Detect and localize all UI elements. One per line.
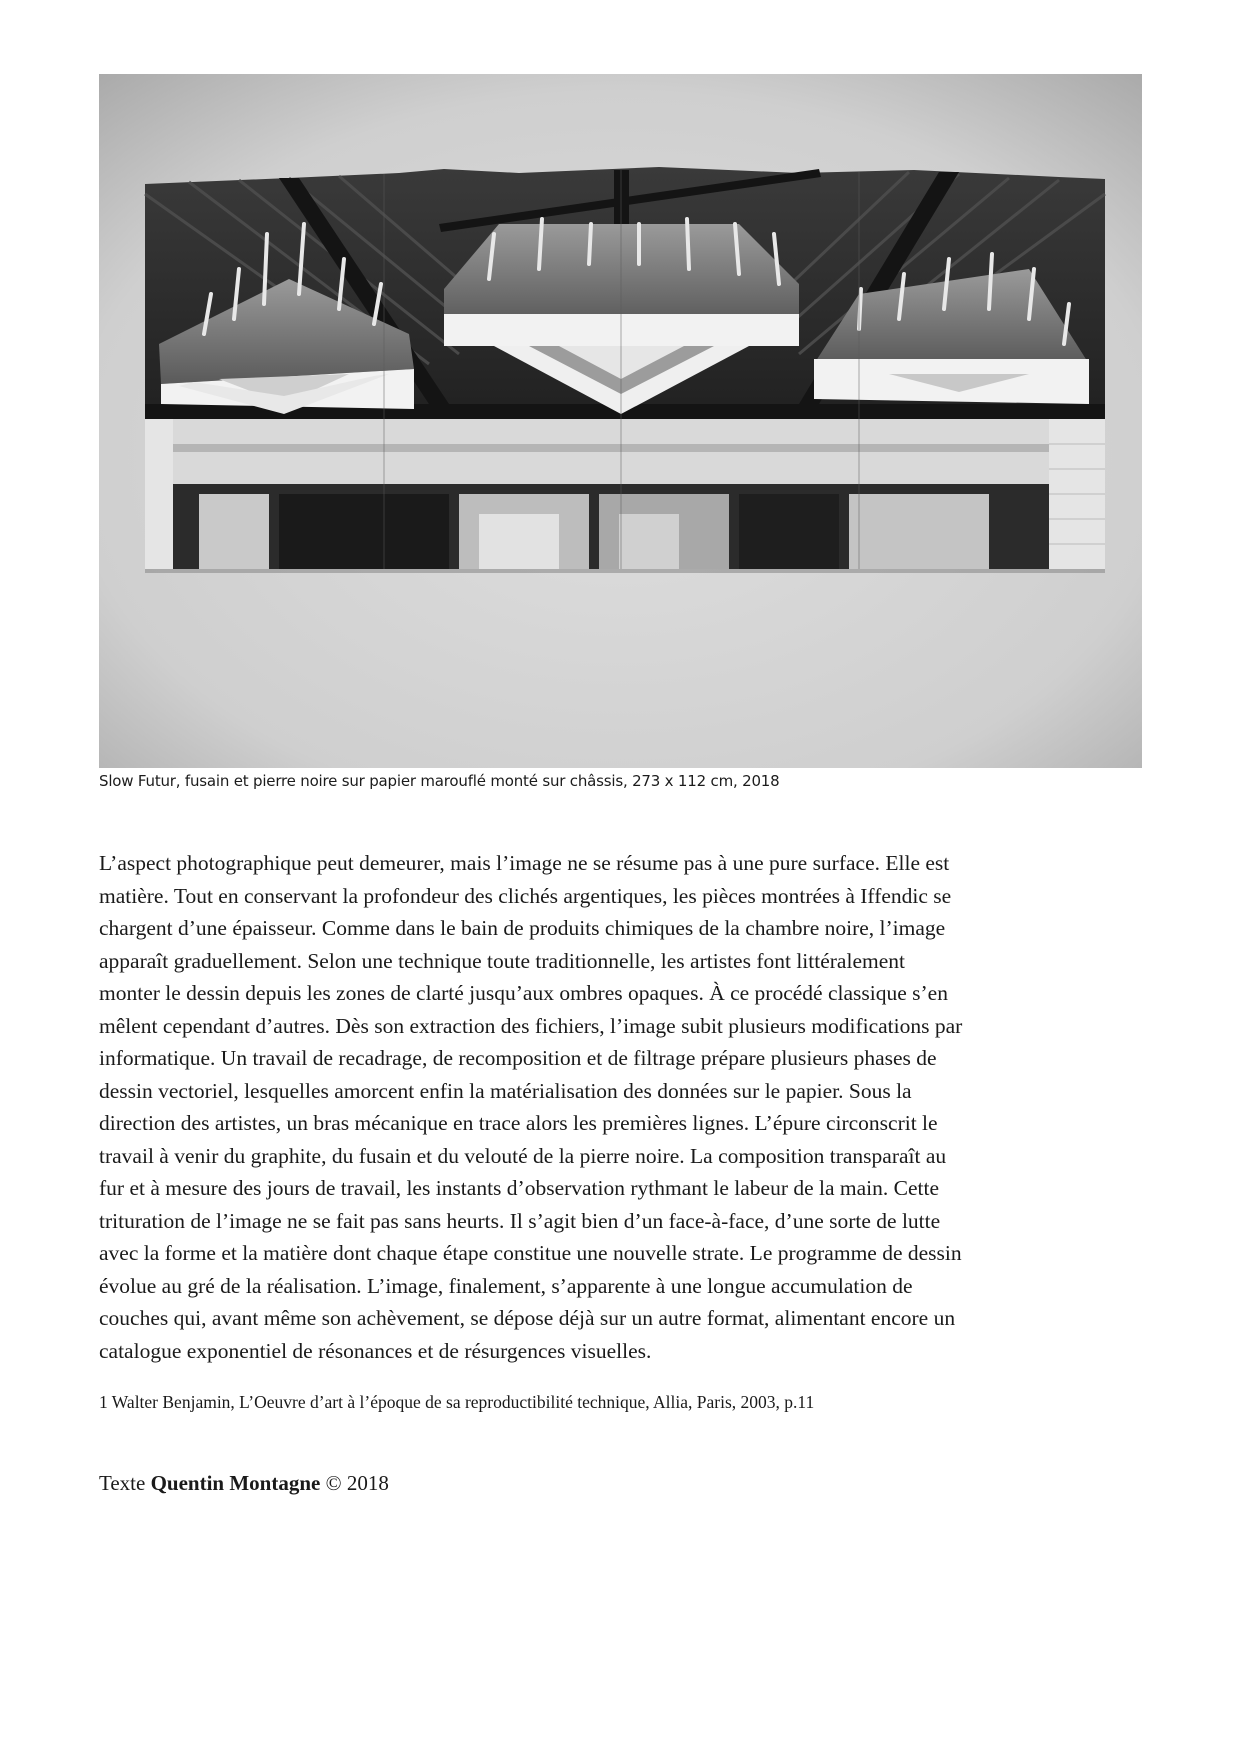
- body-line: couches qui, avant même son achèvement, se dépose déjà sur un autre format, alimentant encore un: [99, 1306, 956, 1330]
- body-line: trituration de l’image ne se fait pas sans heurts. Il s’agit bien d’un face-à-face, d’une sorte de lutte: [99, 1208, 941, 1233]
- body-line: dessin vectoriel, lesquelles amorcent enfin la matérialisation des données sur le papier. Sous la: [99, 1078, 912, 1103]
- artwork-photo-drawing: [99, 74, 1142, 768]
- figure-caption: Slow Futur, fusain et pierre noire sur papier marouflé monté sur châssis, 273 x 112 cm, 2018: [99, 772, 780, 790]
- body-line: L’aspect photographique peut demeurer, mais l’image ne se résume pas à une pure surface. Elle est: [99, 851, 950, 875]
- body-line: apparaît graduellement. Selon une technique toute traditionnelle, les artistes font littéralement: [99, 948, 905, 973]
- credit-copyright: © 2018: [325, 1471, 389, 1495]
- body-line: chargent d’une épaisseur. Comme dans le bain de produits chimiques de la chambre noire, l’image: [99, 916, 946, 940]
- artwork-photo: [99, 74, 1142, 768]
- body-line: travail à venir du graphite, du fusain et du velouté de la pierre noire. La composition transparaît au: [99, 1143, 947, 1168]
- credit-author: Quentin Montagne: [150, 1471, 321, 1495]
- drawing-panel: [145, 167, 1105, 573]
- footnote: 1 Walter Benjamin, L’Oeuvre d’art à l’époque de sa reproductibilité technique, Allia, Paris, 2003, p.11: [99, 1392, 815, 1412]
- author-credit: [99, 1468, 389, 1498]
- body-line: matière. Tout en conservant la profondeur des clichés argentiques, les pièces montrées à Iffendic se: [99, 883, 952, 908]
- body-paragraph: [99, 847, 1142, 1367]
- body-line: catalogue exponentiel de résonances et de résurgences visuelles.: [99, 1338, 652, 1363]
- body-line: avec la forme et la matière dont chaque étape constitue une nouvelle strate. Le programme de dessin: [99, 1241, 962, 1265]
- body-line: informatique. Un travail de recadrage, de recomposition et de filtrage prépare plusieurs phases de: [99, 1046, 937, 1070]
- body-line: monter le dessin depuis les zones de clarté jusqu’aux ombres opaques. À ce procédé classique s’en: [99, 981, 948, 1005]
- body-line: fur et à mesure des jours de travail, les instants d’observation rythmant le labeur de la main. Cette: [99, 1176, 940, 1200]
- body-line: direction des artistes, un bras mécanique en trace alors les premières lignes. L’épure circonscrit le: [99, 1111, 938, 1135]
- body-line: mêlent cependant d’autres. Dès son extraction des fichiers, l’image subit plusieurs modifications par: [99, 1013, 963, 1038]
- credit-prefix: Texte: [99, 1471, 146, 1495]
- body-line: évolue au gré de la réalisation. L’image, finalement, s’apparente à une longue accumulation de: [99, 1273, 913, 1298]
